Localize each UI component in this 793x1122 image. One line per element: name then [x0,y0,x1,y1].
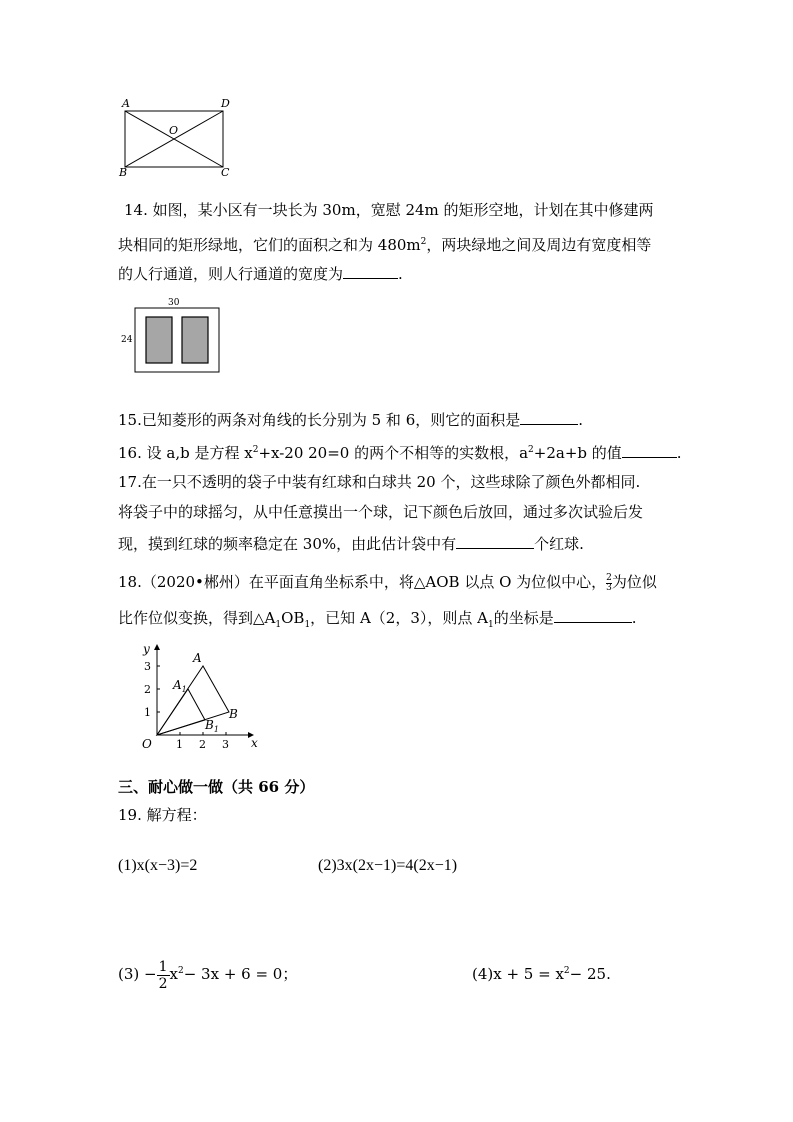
q19-title-text: 19. 解方程： [118,806,207,824]
q14-answer-blank[interactable] [343,264,398,279]
origin-label: O [142,737,152,751]
label-o: O [169,124,179,137]
q16-text-b: +x-20 20=0 的两个不相等的实数根，a [258,444,529,462]
b1-main: B [205,718,214,732]
q14-line2 [118,232,651,255]
y-axis-label: y [143,642,150,656]
q19-part3-fraction [157,959,170,992]
b1-sub: 1 [213,725,219,734]
q19-title [118,805,207,825]
q18-end: . [631,609,637,627]
q16-text-c: +2a+b 的值 [533,444,622,462]
y-tick-label-3: 3 [144,660,151,673]
q19-part2 [318,856,457,876]
q16 [118,440,682,463]
coordinate-graph [138,640,268,755]
q18-answer-blank[interactable] [554,608,632,623]
q14-text-2b: ，两块绿地之间及周边有宽度相等 [426,236,652,254]
q15-end: . [578,411,584,429]
green-area-right [182,317,208,363]
label-d: D [221,97,230,110]
q19-part3-sup: 2 [177,966,184,976]
q17-text-3a: 现，摸到红球的频率稳定在 30%，由此估计袋中有 [118,535,457,553]
frac-num: 2 [606,572,612,583]
a1-sub: 1 [181,685,187,694]
q16-text-a: 16. 设 a,b 是方程 x [118,444,253,462]
q17-line1 [118,472,640,492]
q19-part4-a: (4)x + 5 = x [472,965,564,983]
q18-line1 [118,572,657,593]
q18-line2 [118,608,637,635]
q18-text-2c: ，已知 A（2，3），则点 A [310,609,488,627]
point-a-label: A [193,651,202,665]
q19-part3-num: 1 [158,958,168,975]
q17-text-1: 17.在一只不透明的袋子中装有红球和白球共 20 个，这些球除了颜色外都相同. [118,473,641,491]
q18-text-1b: 为位似 [611,573,657,591]
section-3-title [118,777,314,797]
q17-line3 [118,534,584,554]
q18-text-2d: 的坐标是 [493,609,554,627]
width-label: 30 [168,298,180,308]
label-c: C [221,166,230,179]
q14-text-3: 的人行通道，则人行通道的宽度为 [118,265,344,283]
q17-text-3b: 个红球. [534,535,584,553]
q18-sub2: 1 [304,620,311,630]
rectangle-diagram [115,95,240,180]
height-label: 24 [121,335,133,345]
q17-text-2: 将袋子中的球摇匀，从中任意摸出一个球，记下颜色后放回，通过多次试验后发 [118,503,644,521]
q15 [118,410,583,430]
q15-answer-blank[interactable] [520,410,578,425]
q14-text-1: 14. 如图，某小区有一块长为 30m，宽慰 24m 的矩形空地，计划在其中修建两 [124,201,654,219]
q18-sub1: 1 [275,620,282,630]
point-b-label: B [229,707,238,721]
q17-line2 [118,502,643,522]
q16-answer-blank[interactable] [622,443,677,458]
q14-line1 [124,200,654,220]
label-a: A [122,97,130,110]
frac-den: 3 [606,582,612,593]
q19-part3-den: 2 [158,975,168,992]
q14-sup: 2 [420,237,427,247]
a1-main: A [173,678,182,692]
q19-part3-a: (3) − [118,965,157,983]
q19-part1 [118,856,197,876]
q15-text: 15.已知菱形的两条对角线的长分别为 5 和 6，则它的面积是 [118,411,521,429]
green-area-left [146,317,172,363]
garden-diagram [118,295,228,380]
point-b1-label [204,718,219,734]
x-axis-label: x [251,736,258,750]
q19-part4-sup: 2 [563,966,570,976]
q14-text-2a: 块相同的矩形绿地，它们的面积之和为 480m [118,236,421,254]
q18-text-1a: 18.（2020•郴州）在平面直角坐标系中，将△AOB 以点 O 为位似中心， [118,573,607,591]
q14-end: . [398,265,403,283]
q16-sup2: 2 [528,445,534,455]
q19-part3 [118,953,298,992]
y-tick-label-1: 1 [144,706,151,719]
y-tick-label-2: 2 [144,683,151,696]
q18-text-2b: OB [281,609,305,627]
x-tick-label-3: 3 [222,738,229,751]
q19-part1-text: (1)x(x−3)=2 [118,857,198,874]
q19-part3-c: − 3x + 6 = 0； [183,965,298,983]
x-tick-label-1: 1 [176,738,183,751]
q14-line3 [118,264,403,284]
point-a1-label [172,678,187,694]
q18-sub3: 1 [487,620,494,630]
q19-part2-text: (2)3x(2x−1)=4(2x−1) [318,857,458,874]
q17-answer-blank[interactable] [456,534,534,549]
q16-end: . [676,444,682,462]
x-tick-label-2: 2 [199,738,206,751]
q18-text-2a: 比作位似变换，得到△A [118,609,276,627]
q19-part4 [472,961,611,984]
triangle-a1ob1 [157,689,205,735]
label-b: B [119,166,128,179]
q19-part3-b: x [169,965,178,983]
q16-sup1: 2 [252,445,259,455]
section-3-text: 三、耐心做一做（共 66 分） [118,778,315,796]
q19-part4-b: − 25. [569,965,611,983]
